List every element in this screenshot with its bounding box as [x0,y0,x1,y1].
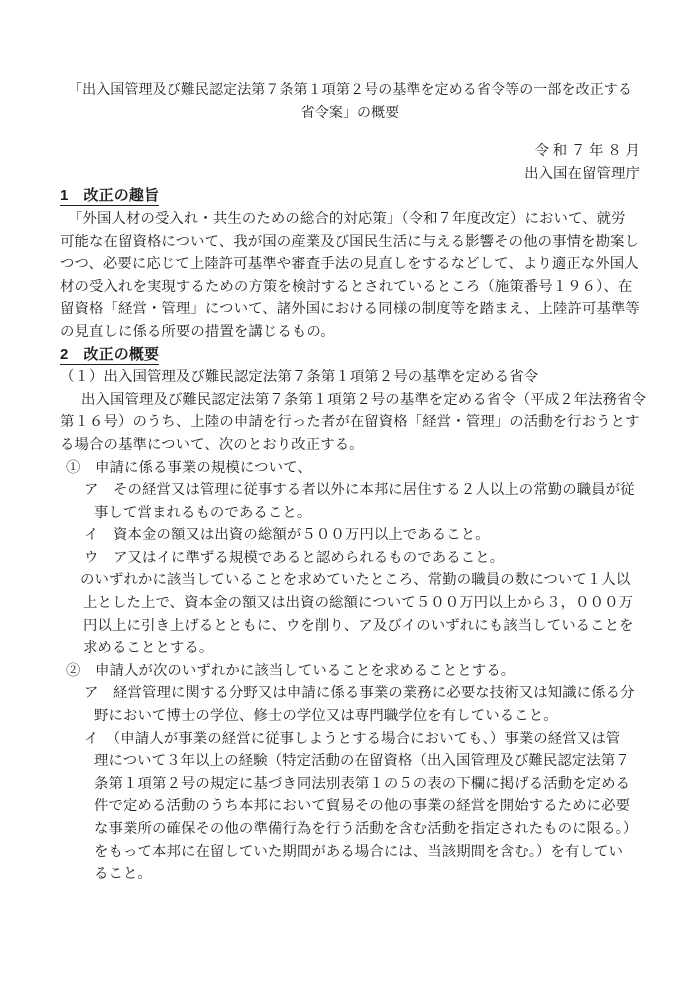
text-line: の見直しに係る所要の措置を講じるもの。 [60,323,335,340]
text-line: ア その経営又は管理に従事する者以外に本邦に居住する２人以上の常勤の職員が従 [84,482,635,499]
item-1-closing [60,569,640,659]
text-line: 求めることとする。 [83,640,214,657]
text-line: をもって本邦に在留していた期間がある場合には、当該期間を含む。）を有してい [94,843,623,860]
section1-paragraph [60,208,640,344]
section1-heading: 1 改正の趣旨 [60,187,160,205]
text-line: 件で定める活動のうち本邦において貿易その他の事業の経営を開始するために必要 [94,798,631,815]
section2-sub1-label: （１）出入国管理及び難民認定法第７条第１項第２号の基準を定める省令 [60,369,539,386]
text-line: 出入国管理及び難民認定法第７条第１項第２号の基準を定める省令（平成２年法務省令 [81,391,647,408]
text-line: な事業所の確保その他の準備行為を行う活動を含む活動を指定されたものに限る。） [94,821,638,837]
issuing-agency: 出入国在留管理庁 [524,165,640,182]
text-line: イ （申請人が事業の経営に従事しようとする場合においても、）事業の経営又は管 [84,730,621,747]
text-line: る場合の基準について、次のとおり改正する。 [60,436,364,453]
item-2-sub-i [60,728,640,886]
text-line: ア 経営管理に関する分野又は申請に係る事業の業務に必要な技術又は知識に係る分 [84,685,635,702]
text-line: ること。 [94,866,152,883]
text-line: 第１６号）のうち、上陸の申請を行った者が在留資格「経営・管理」の活動を行おうとす [60,414,640,431]
section2-heading-line [60,344,640,367]
document-title [60,80,640,125]
item-1-sub-u: ウ ア又はイに準ずる規模であると認められるものであること。 [84,549,505,566]
text-line: 理について３年以上の経験（特定活動の在留資格（出入国管理及び難民認定法第７ [94,753,630,770]
text-line: 上とした上で、資本金の額又は出資の総額について５００万円以上から３，０００万 [83,595,634,612]
item-1-sub-a [60,479,640,524]
item-1-sub-i: イ 資本金の額又は出資の総額が５００万円以上であること。 [84,527,490,544]
title-line-1: 「出入国管理及び難民認定法第７条第１項第２号の基準を定める省令等の一部を改正する [68,83,632,98]
item-2-heading: ② 申請人が次のいずれかに該当していることを求めることとする。 [66,662,516,679]
text-line: 野において博士の学位、修士の学位又は専門職学位を有していること。 [94,708,558,725]
title-byline-spacer [60,125,640,140]
text-line: 材の受入れを実現するための方策を検討するとされているところ（施策番号１９６）、在 [60,278,633,295]
section1-heading-line [60,185,640,208]
title-line-2: 省令案」の概要 [300,105,400,121]
item-1-heading: ① 申請に係る事業の規模について、 [66,459,312,476]
text-line: 条第１項第２号の規定に基づき同法別表第１の５の表の下欄に掲げる活動を定める [94,775,631,792]
text-line: 円以上に引き上げるとともに、ウを削り、ア及びイのいずれにも該当していることを [83,617,634,634]
text-line: 事して営まれるものであること。 [94,504,312,521]
text-line: つつ、必要に応じて上陸許可基準や審査手法の見直しをするなどして、より適正な外国人 [60,256,639,273]
text-line: のいずれかに該当していることを求めていたところ、常勤の職員の数について１人以 [80,572,631,589]
text-line: 留資格「経営・管理」について、諸外国における同様の制度等を踏まえ、上陸許可基準等 [60,301,640,318]
text-line: 可能な在留資格について、我が国の産業及び国民生活に与える影響その他の事情を勘案し [60,233,640,250]
document-byline [60,140,640,185]
issue-date: 令 和 ７ 年 ８ 月 [534,143,640,160]
item-2-sub-a [60,682,640,727]
text-line: 「外国人材の受入れ・共生のための総合的対応策」（令和７年度改定）において、就労 [68,210,626,227]
section2-sub1-intro [60,389,647,457]
section2-heading: 2 改正の概要 [60,345,160,363]
